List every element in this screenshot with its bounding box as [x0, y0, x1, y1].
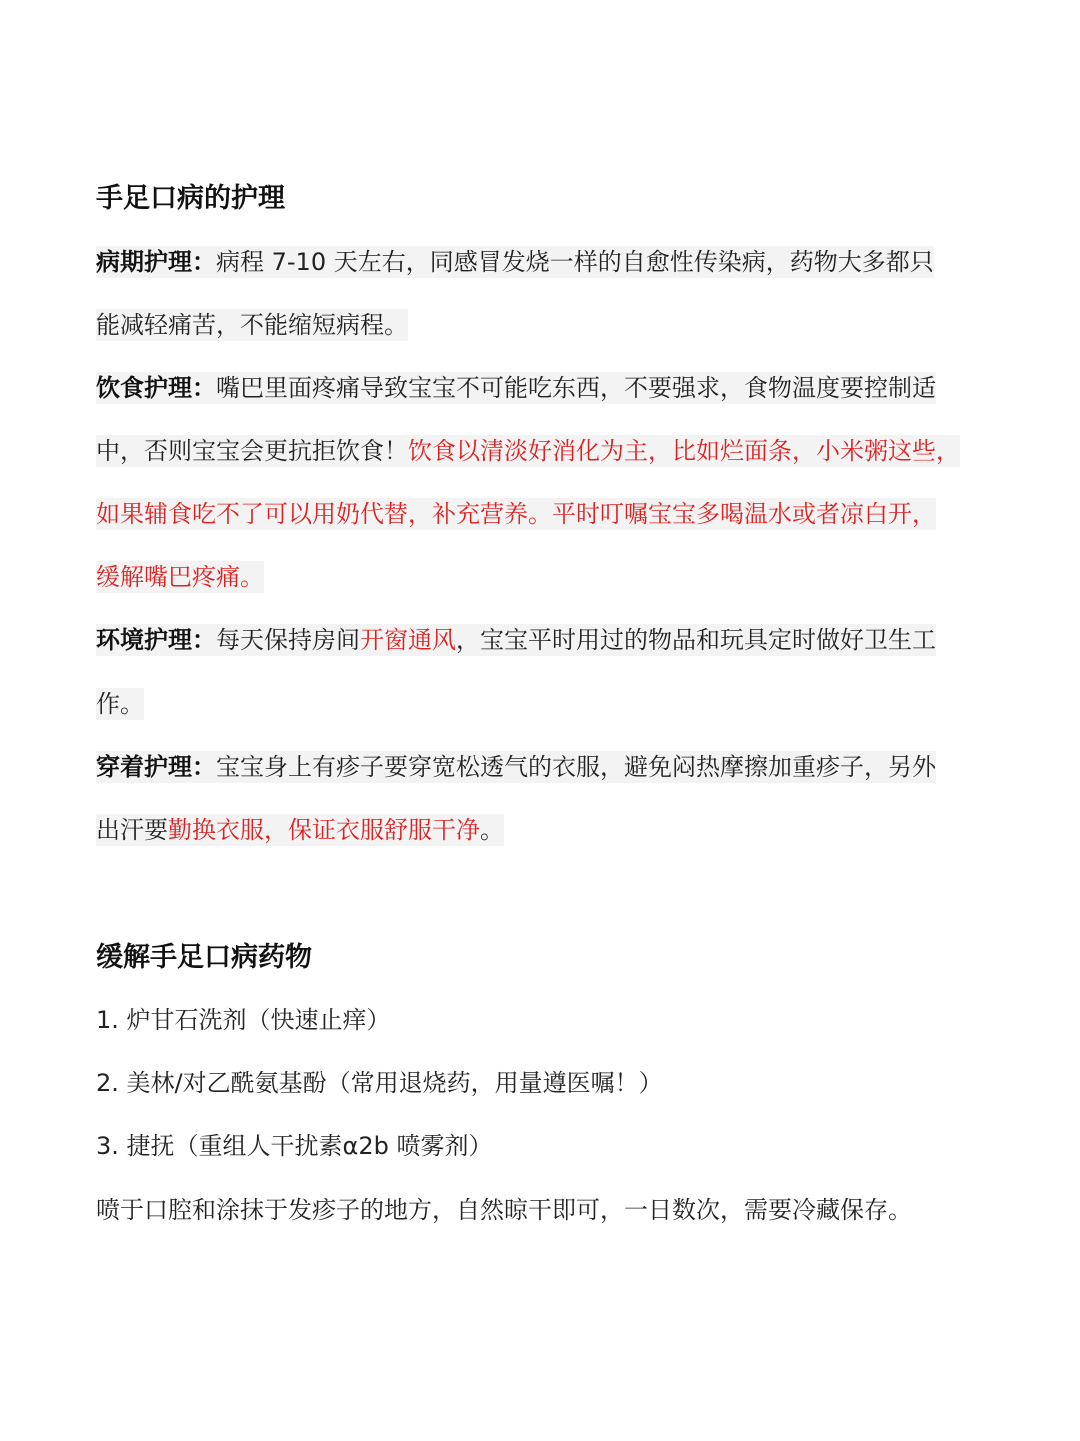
environment-care-text-a: 每天保持房间	[216, 626, 360, 654]
section-title-care: 手足口病的护理	[96, 183, 285, 214]
diet-care-red-3: 缓解嘴巴疼痛。	[96, 563, 264, 591]
diet-care-line-2	[96, 431, 960, 471]
diet-care-red-2: 如果辅食吃不了可以用奶代替，补充营养。平时叮嘱宝宝多喝温水或者凉白开，	[96, 500, 936, 528]
medicine-item-2: 2. 美林/对乙酰氨基酚（常用退烧药，用量遵医嘱！）	[96, 1069, 663, 1097]
clothing-care-red: 勤换衣服，保证衣服舒服干净	[168, 816, 480, 844]
clothing-care-text-b: 。	[480, 816, 504, 844]
medicine-note: 喷于口腔和涂抹于发疹子的地方，自然晾干即可，一日数次，需要冷藏保存。	[96, 1196, 912, 1224]
clothing-care-line-2	[96, 810, 504, 850]
diet-care-text-1: 嘴巴里面疼痛导致宝宝不可能吃东西，不要强求，食物温度要控制适	[216, 374, 936, 402]
clothing-care-highlight	[96, 751, 936, 783]
care-period-line-1	[96, 242, 934, 282]
environment-care-line-2	[96, 684, 144, 724]
clothing-care-line-1	[96, 747, 936, 787]
clothing-care-label: 穿着护理：	[96, 753, 216, 781]
environment-care-line-1	[96, 620, 936, 660]
care-period-line-2	[96, 305, 408, 345]
section-title-medicine: 缓解手足口病药物	[96, 942, 312, 973]
clothing-care-highlight-2	[96, 814, 504, 846]
diet-care-line-1	[96, 368, 936, 408]
environment-care-label: 环境护理：	[96, 626, 216, 654]
environment-care-highlight	[96, 624, 936, 656]
clothing-care-text-a: 出汗要	[96, 816, 168, 844]
diet-care-line-3	[96, 494, 936, 534]
care-period-text-2: 能减轻痛苦，不能缩短病程。	[96, 311, 408, 339]
care-period-label: 病期护理：	[96, 248, 216, 276]
care-period-highlight	[96, 246, 934, 278]
diet-care-highlight	[96, 372, 936, 404]
diet-care-red-1: 饮食以清淡好消化为主，比如烂面条，小米粥这些，	[408, 437, 960, 465]
clothing-care-text-1: 宝宝身上有疹子要穿宽松透气的衣服，避免闷热摩擦加重疹子，另外	[216, 753, 936, 781]
care-period-text-1: 病程 7-10 天左右，同感冒发烧一样的自愈性传染病，药物大多都只	[216, 248, 934, 276]
diet-care-text-2: 中，否则宝宝会更抗拒饮食！	[96, 437, 408, 465]
environment-care-text-2: 作。	[96, 690, 144, 718]
medicine-item-1: 1. 炉甘石洗剂（快速止痒）	[96, 1006, 391, 1034]
environment-care-text-b: ，宝宝平时用过的物品和玩具定时做好卫生工	[456, 626, 936, 654]
diet-care-line-4	[96, 557, 264, 597]
diet-care-label: 饮食护理：	[96, 374, 216, 402]
environment-care-red: 开窗通风	[360, 626, 456, 654]
medicine-item-3: 3. 捷抚（重组人干扰素α2b 喷雾剂）	[96, 1132, 493, 1160]
diet-care-highlight-2	[96, 435, 960, 467]
